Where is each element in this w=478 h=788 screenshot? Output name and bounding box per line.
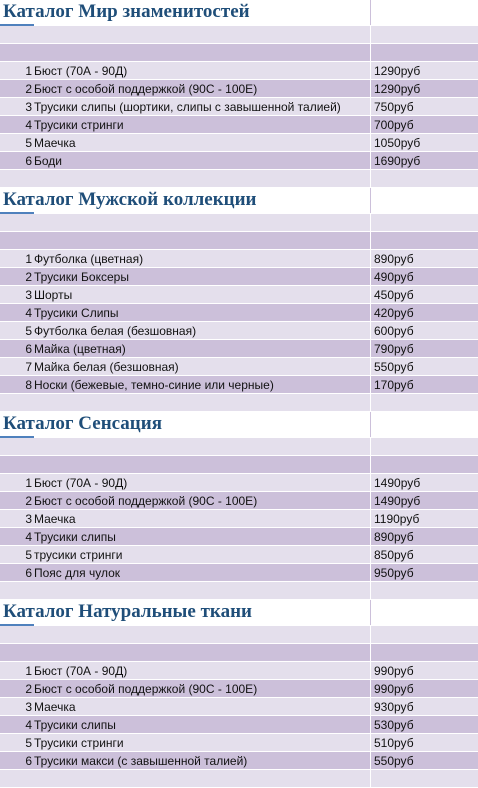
item-number: 5 <box>25 323 32 338</box>
table-row <box>0 322 478 340</box>
item-price: 950руб <box>370 564 478 581</box>
spacer-row <box>0 214 478 232</box>
item-name: Трусики слипы <box>34 529 116 544</box>
table-row <box>0 662 478 680</box>
item-price: 490руб <box>370 268 478 285</box>
price-column-cell <box>370 188 478 213</box>
table-row <box>0 358 478 376</box>
price-column-cell <box>370 456 478 473</box>
item-price: 1050руб <box>370 134 478 151</box>
catalog-section <box>0 0 478 188</box>
item-number: 6 <box>25 341 32 356</box>
item-name: Маечка <box>34 511 76 526</box>
catalog-section <box>0 412 478 600</box>
item-number: 2 <box>25 269 32 284</box>
table-row <box>0 376 478 394</box>
item-number: 4 <box>25 117 32 132</box>
item-price: 1490руб <box>370 474 478 491</box>
spacer-row <box>0 644 478 662</box>
item-price: 930руб <box>370 698 478 715</box>
table-row <box>0 98 478 116</box>
item-name: Трусики Боксеры <box>34 269 129 284</box>
spacer-row <box>0 394 478 412</box>
spacer-row <box>0 170 478 188</box>
item-number: 3 <box>25 699 32 714</box>
table-row <box>0 492 478 510</box>
item-name: Трусики макси (с завышенной талией) <box>34 753 248 768</box>
catalog-title: Каталог Сенсация <box>3 413 162 434</box>
item-number: 1 <box>25 251 32 266</box>
price-column-cell <box>370 232 478 249</box>
table-row <box>0 510 478 528</box>
item-number: 4 <box>25 305 32 320</box>
item-price: 510руб <box>370 734 478 751</box>
item-number: 3 <box>25 287 32 302</box>
item-name: Маечка <box>34 135 76 150</box>
item-price: 990руб <box>370 662 478 679</box>
item-name: Футболка (цветная) <box>34 251 144 266</box>
table-row <box>0 734 478 752</box>
table-row <box>0 340 478 358</box>
item-number: 1 <box>25 63 32 78</box>
item-number: 8 <box>25 377 32 392</box>
price-column-cell <box>370 582 478 599</box>
spacer-row <box>0 456 478 474</box>
catalog-title-row <box>0 0 478 26</box>
item-price: 550руб <box>370 752 478 769</box>
spacer-row <box>0 626 478 644</box>
item-price: 1290руб <box>370 80 478 97</box>
price-column-cell <box>370 644 478 661</box>
item-name: Бюст с особой поддержкой (90С - 100Е) <box>34 81 258 96</box>
item-number: 6 <box>25 565 32 580</box>
item-price: 450руб <box>370 286 478 303</box>
item-price: 1690руб <box>370 152 478 169</box>
item-number: 5 <box>25 735 32 750</box>
item-price: 420руб <box>370 304 478 321</box>
item-name: Маечка <box>34 699 76 714</box>
item-price: 1190руб <box>370 510 478 527</box>
item-name: трусики стринги <box>34 547 123 562</box>
item-number: 5 <box>25 547 32 562</box>
item-price: 550руб <box>370 358 478 375</box>
item-price: 850руб <box>370 546 478 563</box>
item-price: 890руб <box>370 528 478 545</box>
catalog-title-row <box>0 600 478 626</box>
catalog-title: Каталог Мир знаменитостей <box>3 1 250 22</box>
table-row <box>0 528 478 546</box>
item-number: 3 <box>25 99 32 114</box>
item-price: 600руб <box>370 322 478 339</box>
catalog-title-row <box>0 412 478 438</box>
item-name: Бюст с особой поддержкой (90С - 100Е) <box>34 493 258 508</box>
item-price: 790руб <box>370 340 478 357</box>
catalog-title-row <box>0 188 478 214</box>
table-row <box>0 564 478 582</box>
item-price: 750руб <box>370 98 478 115</box>
item-price: 700руб <box>370 116 478 133</box>
spacer-row <box>0 44 478 62</box>
price-column-cell <box>370 44 478 61</box>
item-price: 1290руб <box>370 62 478 79</box>
table-row <box>0 474 478 492</box>
spacer-row <box>0 26 478 44</box>
price-column-cell <box>370 214 478 231</box>
price-column-cell <box>370 170 478 187</box>
item-name: Бюст (70А - 90Д) <box>34 663 128 678</box>
table-row <box>0 250 478 268</box>
item-price: 530руб <box>370 716 478 733</box>
table-row <box>0 304 478 322</box>
item-number: 4 <box>25 717 32 732</box>
table-row <box>0 62 478 80</box>
price-column-cell <box>370 394 478 411</box>
item-name: Трусики слипы (шортики, слипы с завышенной талией) <box>34 99 341 114</box>
item-number: 3 <box>25 511 32 526</box>
table-row <box>0 752 478 770</box>
spacer-row <box>0 770 478 788</box>
item-price: 990руб <box>370 680 478 697</box>
item-name: Боди <box>34 153 62 168</box>
item-name: Пояс для чулок <box>34 565 121 580</box>
item-name: Майка (цветная) <box>34 341 126 356</box>
price-column-cell <box>370 600 478 625</box>
catalog-title: Каталог Мужской коллекции <box>3 189 257 210</box>
table-row <box>0 680 478 698</box>
item-name: Бюст с особой поддержкой (90С - 100Е) <box>34 681 258 696</box>
catalog-section <box>0 600 478 788</box>
price-column-cell <box>370 438 478 455</box>
item-number: 5 <box>25 135 32 150</box>
item-price: 1490руб <box>370 492 478 509</box>
price-column-cell <box>370 626 478 643</box>
item-number: 2 <box>25 681 32 696</box>
item-number: 1 <box>25 475 32 490</box>
item-number: 6 <box>25 153 32 168</box>
table-row <box>0 268 478 286</box>
catalog-title: Каталог Натуральные ткани <box>3 601 252 622</box>
table-row <box>0 286 478 304</box>
table-row <box>0 698 478 716</box>
item-name: Майка белая (безшовная) <box>34 359 179 374</box>
price-column-cell <box>370 412 478 437</box>
item-name: Трусики Слипы <box>34 305 119 320</box>
item-name: Трусики слипы <box>34 717 116 732</box>
table-row <box>0 116 478 134</box>
item-number: 6 <box>25 753 32 768</box>
price-column-cell <box>370 0 478 25</box>
item-name: Трусики стринги <box>34 735 124 750</box>
item-name: Бюст (70А - 90Д) <box>34 63 128 78</box>
price-column-cell <box>370 770 478 787</box>
item-name: Бюст (70А - 90Д) <box>34 475 128 490</box>
table-row <box>0 134 478 152</box>
item-name: Носки (бежевые, темно-синие или черные) <box>34 377 274 392</box>
item-number: 2 <box>25 493 32 508</box>
table-row <box>0 80 478 98</box>
item-price: 890руб <box>370 250 478 267</box>
item-name: Трусики стринги <box>34 117 124 132</box>
table-row <box>0 546 478 564</box>
spacer-row <box>0 582 478 600</box>
spacer-row <box>0 438 478 456</box>
item-number: 7 <box>25 359 32 374</box>
item-name: Футболка белая (безшовная) <box>34 323 197 338</box>
catalog-section <box>0 188 478 412</box>
item-number: 4 <box>25 529 32 544</box>
item-number: 2 <box>25 81 32 96</box>
item-price: 170руб <box>370 376 478 393</box>
table-row <box>0 152 478 170</box>
price-column-cell <box>370 26 478 43</box>
item-number: 1 <box>25 663 32 678</box>
item-name: Шорты <box>34 287 73 302</box>
spacer-row <box>0 232 478 250</box>
